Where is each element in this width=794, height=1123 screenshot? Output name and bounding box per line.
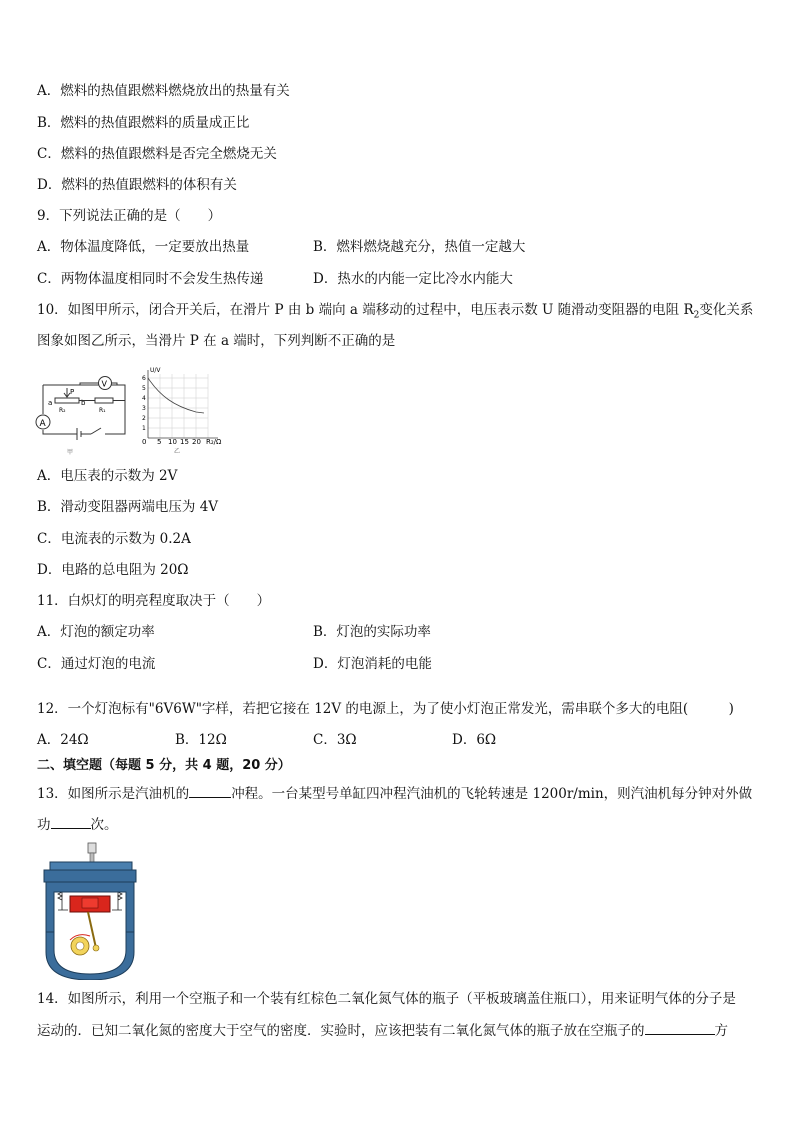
q11-stem: 11．白炽灯的明亮程度取决于（ ） xyxy=(37,593,271,609)
q13-line1-mid: 冲程。一台某型号单缸四冲程汽油机的飞轮转速是 1200r/min，则汽油机每分钟对外做 xyxy=(231,786,753,802)
q12-option-b: B．12Ω xyxy=(175,732,227,748)
q9-stem: 9．下列说法正确的是（ ） xyxy=(37,208,222,224)
q13-line2 xyxy=(37,814,118,835)
rheostat-r2 xyxy=(55,398,79,403)
q10-stem-sub: 2 xyxy=(693,310,700,321)
graph-caption: 乙 xyxy=(174,448,181,454)
q14-line1: 14．如图所示，利用一个空瓶子和一个装有红棕色二氧化氮气体的瓶子（平板玻璃盖住瓶口），用来证明气体的分子是 xyxy=(37,991,736,1007)
graph-xtick-20: 20 xyxy=(192,438,201,446)
graph-ytick-3: 3 xyxy=(142,405,146,412)
graph-ytick-5: 5 xyxy=(142,385,146,392)
q10-stem-line1 xyxy=(37,300,753,326)
q13-line2-pre: 功 xyxy=(37,817,51,833)
engine-stroke-figure xyxy=(40,840,140,980)
q14-line2-pre: 运动的．已知二氧化氮的密度大于空气的密度．实验时，应该把装有二氧化氮气体的瓶子放在空瓶子的 xyxy=(37,1023,645,1039)
q8-option-d: D．燃料的热值跟燃料的体积有关 xyxy=(37,177,237,193)
q13-line1 xyxy=(37,783,752,804)
q9-option-a: A．物体温度降低，一定要放出热量 xyxy=(37,239,250,255)
graph-ytick-1: 1 xyxy=(142,425,146,432)
q14-blank[interactable] xyxy=(645,1020,715,1035)
q10-stem-post: 变化关系 xyxy=(699,302,754,318)
q14-line2 xyxy=(37,1020,728,1041)
graph-xtick-15: 15 xyxy=(180,438,189,446)
q13-blank-2[interactable] xyxy=(51,814,91,829)
graph-xlabel: R₂/Ω xyxy=(206,438,222,446)
q13-blank-1[interactable] xyxy=(189,783,231,798)
r1-label: R₁ xyxy=(99,407,106,414)
circuit-caption: 甲 xyxy=(67,449,74,456)
q8-option-a: A．燃料的热值跟燃料燃烧放出的热量有关 xyxy=(37,83,290,99)
graph-ylabel: U/V xyxy=(150,367,161,374)
graph-xtick-10: 10 xyxy=(168,438,177,446)
q12-option-a: A．24Ω xyxy=(37,732,89,748)
q11-option-c: C．通过灯泡的电流 xyxy=(37,656,156,672)
q9-option-b: B．燃料燃烧越充分，热值一定越大 xyxy=(313,239,526,255)
graph-xtick-5: 5 xyxy=(157,438,162,446)
q10-option-b: B．滑动变阻器两端电压为 4V xyxy=(37,499,219,515)
end-a-label: a xyxy=(48,399,53,407)
q8-option-c: C．燃料的热值跟燃料是否完全燃烧无关 xyxy=(37,146,277,162)
q9-option-c: C．两物体温度相同时不会发生热传递 xyxy=(37,271,264,287)
q10-stem-line2: 图象如图乙所示，当滑片 P 在 a 端时，下列判断不正确的是 xyxy=(37,333,396,349)
q12-stem: 12．一个灯泡标有"6V6W"字样，若把它接在 12V 的电源上，为了使小灯泡正常发光，需串联个多大的电阻( ) xyxy=(37,701,734,717)
q12-option-d: D．6Ω xyxy=(452,732,497,748)
graph-xtick-0: 0 xyxy=(142,438,147,446)
end-b-label: b xyxy=(81,399,86,407)
q13-line1-pre: 13．如图所示是汽油机的 xyxy=(37,786,190,802)
q10-stem-pre: 10．如图甲所示，闭合开关后，在滑片 P 由 b 端向 a 端移动的过程中，电压表示数 U 随滑动变阻器的电阻 R xyxy=(37,302,694,318)
graph-ytick-2: 2 xyxy=(142,415,146,422)
q10-circuit-diagram xyxy=(35,372,140,462)
q12-option-c: C．3Ω xyxy=(313,732,357,748)
q10-option-a: A．电压表的示数为 2V xyxy=(37,468,178,484)
q11-option-d: D．灯泡消耗的电能 xyxy=(313,656,432,672)
q14-line2-post: 方 xyxy=(714,1023,728,1039)
voltmeter-label: V xyxy=(101,379,107,389)
ammeter-label: A xyxy=(39,419,46,429)
section-heading: 二、填空题（每题 5 分，共 4 题，20 分） xyxy=(37,758,291,773)
slider-label: P xyxy=(70,388,75,396)
graph-ytick-4: 4 xyxy=(142,395,146,402)
q13-line2-post: 次。 xyxy=(90,817,118,833)
q11-option-a: A．灯泡的额定功率 xyxy=(37,624,155,640)
resistor-r1 xyxy=(95,398,113,403)
q8-option-b: B．燃料的热值跟燃料的质量成正比 xyxy=(37,115,250,131)
q10-option-c: C．电流表的示数为 0.2A xyxy=(37,531,191,547)
q10-graph xyxy=(138,364,238,454)
q9-option-d: D．热水的内能一定比冷水内能大 xyxy=(313,271,513,287)
q10-option-d: D．电路的总电阻为 20Ω xyxy=(37,562,189,578)
r2-label: R₂ xyxy=(59,407,66,414)
q11-option-b: B．灯泡的实际功率 xyxy=(313,624,431,640)
graph-ytick-6: 6 xyxy=(142,375,146,382)
